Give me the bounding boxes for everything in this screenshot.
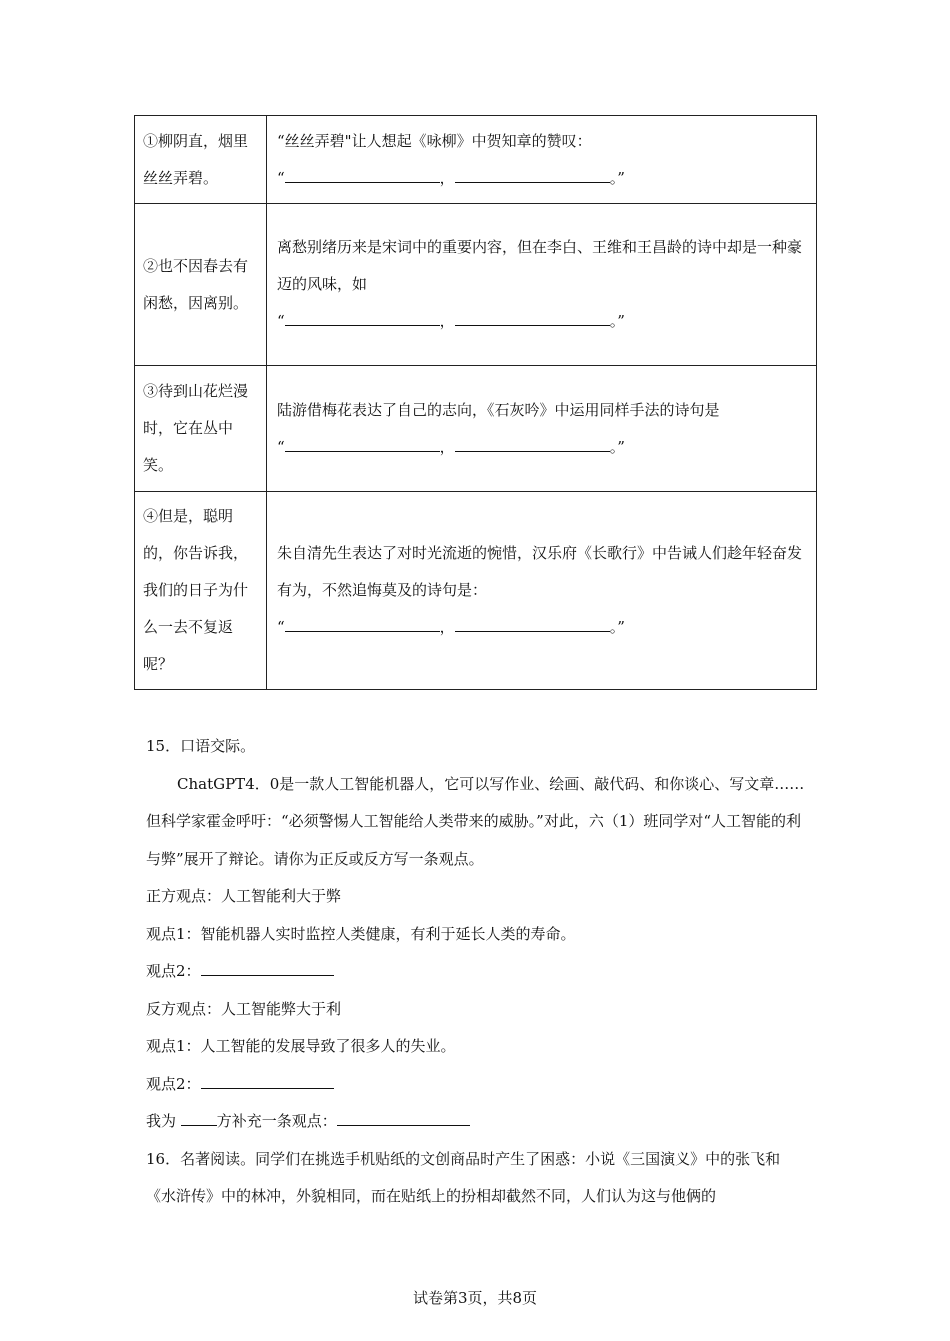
question-15 — [146, 728, 810, 1216]
poem-table — [134, 115, 817, 690]
q15-title: 15．口语交际。 — [146, 737, 256, 755]
answer-blank[interactable] — [455, 168, 610, 183]
answer-blank[interactable] — [337, 1111, 470, 1126]
table-row — [135, 366, 817, 492]
con-title: 反方观点：人工智能弊大于利 — [146, 999, 342, 1018]
answer-blank[interactable] — [285, 311, 440, 326]
answer-line: “ ， 。” — [277, 437, 625, 456]
answer-blank[interactable] — [455, 311, 610, 326]
answer-blank[interactable] — [285, 437, 440, 452]
con-point-2-line: 观点2： — [146, 1066, 810, 1104]
page-footer: 试卷第3页，共8页 — [412, 1289, 538, 1307]
q16-text: 16．名著阅读。同学们在挑选手机贴纸的文创商品时产生了困惑：小说《三国演义》中的张飞和《水浒传》中的林冲，外貌相同，而在贴纸上的扮相却截然不同，人们认为这与他俩的 — [146, 1149, 781, 1205]
question-cell-1 — [267, 116, 817, 204]
table-row — [135, 204, 817, 366]
table-row — [135, 492, 817, 690]
question-text: 陆游借梅花表达了自己的志向，《石灰吟》中运用同样手法的诗句是 — [277, 400, 720, 419]
answer-line: “ ， 。” — [277, 618, 625, 636]
poem-line-1: ①柳阴直，烟里丝丝弄碧。 — [135, 116, 267, 204]
answer-line: “ ， 。” — [277, 312, 625, 330]
table-row — [135, 116, 817, 204]
pro-point-2-line: 观点2： — [146, 953, 810, 991]
question-text: “丝丝弄碧"让人想起《咏柳》中贺知章的赞叹： — [277, 131, 592, 150]
poem-line-4: ④但是，聪明的，你告诉我，我们的日子为什么一去不复返呢？ — [135, 492, 267, 690]
answer-blank[interactable] — [201, 1074, 334, 1089]
pro-point-1: 观点1：智能机器人实时监控人类健康，有利于延长人类的寿命。 — [146, 924, 576, 943]
answer-blank[interactable] — [201, 961, 334, 976]
question-text: 朱自清先生表达了对时光流逝的惋惜，汉乐府《长歌行》中告诫人们趁年轻奋发有为，不然追悔莫及的诗句是： — [277, 544, 803, 599]
poem-line-2: ②也不因春去有闲愁，因离别。 — [135, 204, 267, 366]
answer-line: “ ， 。” — [277, 168, 625, 187]
question-cell-2 — [267, 204, 817, 366]
question-cell-4 — [267, 492, 817, 690]
q15-intro: ChatGPT4．0是一款人工智能机器人，它可以写作业、绘画、敲代码、和你谈心、写文章……但科学家霍金呼吁：“必须警惕人工智能给人类带来的威胁。”对此，六（1）班同学对“人工智能的利与弊”展开了辩论。请你为正反或反方写一条观点。 — [146, 774, 805, 868]
answer-blank[interactable] — [285, 617, 440, 632]
question-text: 离愁别绪历来是宋词中的重要内容，但在李白、王维和王昌龄的诗中却是一种豪迈的风味，如 — [277, 238, 803, 293]
side-blank[interactable] — [181, 1111, 217, 1126]
pro-title: 正方观点：人工智能利大于弊 — [146, 887, 342, 905]
question-cell-3 — [267, 366, 817, 492]
answer-blank[interactable] — [455, 617, 610, 632]
answer-blank[interactable] — [455, 437, 610, 452]
supplement-line: 我为 方补充一条观点： — [146, 1103, 810, 1141]
con-point-1: 观点1：人工智能的发展导致了很多人的失业。 — [146, 1037, 456, 1055]
poem-line-3: ③待到山花烂漫时，它在丛中笑。 — [135, 366, 267, 492]
answer-blank[interactable] — [285, 168, 440, 183]
